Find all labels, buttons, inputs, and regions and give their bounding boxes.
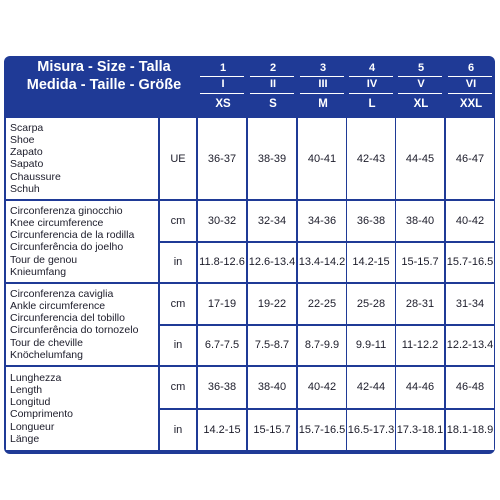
size-value-cell: 32-34 bbox=[248, 201, 296, 241]
size-value-cell: 38-39 bbox=[248, 118, 296, 199]
size-roman-3: III bbox=[318, 78, 328, 90]
unit-label: in bbox=[160, 243, 196, 283]
size-value-cell: 36-38 bbox=[347, 201, 395, 241]
label-line: Circonferenza ginocchio bbox=[10, 205, 123, 218]
size-value-cell: 11-12.2 bbox=[396, 326, 444, 366]
title-line-1: Misura - Size - Talla bbox=[37, 59, 171, 75]
unit-label: cm bbox=[160, 367, 196, 408]
size-number-2: 2 bbox=[269, 62, 277, 74]
label-line: Knieumfang bbox=[10, 265, 67, 278]
size-value-cell: 15.7-16.5 bbox=[298, 410, 346, 451]
size-value-cell: 7.5-8.7 bbox=[248, 326, 296, 366]
header-rule bbox=[448, 93, 492, 94]
header-rule bbox=[398, 93, 442, 94]
size-value-cell: 44-46 bbox=[396, 367, 444, 408]
label-line: Scarpa bbox=[10, 122, 44, 135]
size-value-cell: 46-48 bbox=[446, 367, 494, 408]
size-value-cell: 46-47 bbox=[446, 118, 494, 199]
label-line: Schuh bbox=[10, 182, 40, 195]
label-line: Lunghezza bbox=[10, 372, 62, 385]
size-value-cell: 12.2-13.4 bbox=[446, 326, 494, 366]
size-value-cell: 6.7-7.5 bbox=[198, 326, 246, 366]
label-line: Ankle circumference bbox=[10, 300, 106, 313]
size-value-cell: 11.8-12.6 bbox=[198, 243, 246, 283]
size-roman-5: V bbox=[417, 78, 425, 90]
unit-label: in bbox=[160, 410, 196, 451]
size-number-4: 4 bbox=[368, 62, 376, 74]
header-rule bbox=[448, 76, 492, 77]
label-line: Tour de cheville bbox=[10, 336, 83, 349]
header-rule bbox=[200, 93, 244, 94]
header-rule bbox=[250, 93, 294, 94]
size-value-cell: 12.6-13.4 bbox=[248, 243, 296, 283]
size-value-cell: 36-38 bbox=[198, 367, 246, 408]
header-rule bbox=[300, 93, 344, 94]
size-value-cell: 30-32 bbox=[198, 201, 246, 241]
size-roman-2: II bbox=[269, 78, 277, 90]
label-line: Circonferenza caviglia bbox=[10, 288, 114, 301]
size-number-5: 5 bbox=[417, 62, 425, 74]
size-value-cell: 15.7-16.5 bbox=[446, 243, 494, 283]
size-value-cell: 19-22 bbox=[248, 284, 296, 324]
size-value-cell: 42-43 bbox=[347, 118, 395, 199]
size-value-cell: 18.1-18.9 bbox=[446, 410, 494, 451]
label-line: Comprimento bbox=[10, 408, 74, 421]
label-line: Longitud bbox=[10, 396, 51, 409]
size-value-cell: 31-34 bbox=[446, 284, 494, 324]
size-roman-4: IV bbox=[366, 78, 378, 90]
header-rule bbox=[349, 93, 393, 94]
size-value-cell: 34-36 bbox=[298, 201, 346, 241]
size-chart-title bbox=[10, 58, 198, 94]
unit-label: cm bbox=[160, 201, 196, 241]
label-line: Knee circumference bbox=[10, 217, 104, 230]
size-number-1: 1 bbox=[219, 62, 227, 74]
section-label-cell bbox=[6, 367, 158, 450]
label-line: Length bbox=[10, 384, 43, 397]
label-line: Länge bbox=[10, 432, 40, 445]
size-value-cell: 15-15.7 bbox=[248, 410, 296, 451]
label-line: Longueur bbox=[10, 420, 55, 433]
size-value-cell: 14.2-15 bbox=[198, 410, 246, 451]
measurement-label bbox=[10, 372, 73, 445]
size-roman-1: I bbox=[221, 78, 225, 90]
label-line: Shoe bbox=[10, 134, 35, 147]
size-letter-5: XL bbox=[413, 98, 429, 110]
unit-label: UE bbox=[160, 118, 196, 199]
label-line: Zapato bbox=[10, 146, 43, 159]
size-letter-3: M bbox=[318, 98, 328, 110]
label-line: Chaussure bbox=[10, 170, 61, 183]
header-rule bbox=[398, 76, 442, 77]
measurement-label bbox=[10, 288, 138, 361]
unit-label: cm bbox=[160, 284, 196, 324]
measurement-label bbox=[10, 205, 134, 278]
size-value-cell: 40-41 bbox=[298, 118, 346, 199]
size-value-cell: 16.5-17.3 bbox=[347, 410, 395, 451]
size-value-cell: 42-44 bbox=[347, 367, 395, 408]
header-rule bbox=[250, 76, 294, 77]
unit-label: in bbox=[160, 326, 196, 366]
size-value-cell: 22-25 bbox=[298, 284, 346, 324]
size-value-cell: 9.9-11 bbox=[347, 326, 395, 366]
size-value-cell: 14.2-15 bbox=[347, 243, 395, 283]
section-label-cell bbox=[6, 118, 158, 199]
size-value-cell: 13.4-14.2 bbox=[298, 243, 346, 283]
size-number-3: 3 bbox=[319, 62, 327, 74]
size-value-cell: 17.3-18.1 bbox=[396, 410, 444, 451]
header-rule bbox=[349, 76, 393, 77]
size-value-cell: 17-19 bbox=[198, 284, 246, 324]
label-line: Circunferencia del tobillo bbox=[10, 312, 125, 325]
label-line: Tour de genou bbox=[10, 253, 78, 266]
size-letter-1: XS bbox=[215, 98, 231, 110]
size-value-cell: 44-45 bbox=[396, 118, 444, 199]
section-label-cell bbox=[6, 201, 158, 282]
size-chart bbox=[4, 56, 495, 454]
size-letter-2: S bbox=[269, 98, 277, 110]
size-value-cell: 38-40 bbox=[396, 201, 444, 241]
header-rule bbox=[300, 76, 344, 77]
size-value-cell: 38-40 bbox=[248, 367, 296, 408]
size-value-cell: 25-28 bbox=[347, 284, 395, 324]
label-line: Circunferência do tornozelo bbox=[10, 324, 139, 337]
size-number-6: 6 bbox=[467, 62, 475, 74]
measurement-label bbox=[10, 122, 61, 195]
size-value-cell: 28-31 bbox=[396, 284, 444, 324]
size-value-cell: 40-42 bbox=[446, 201, 494, 241]
label-line: Knöchelumfang bbox=[10, 348, 83, 361]
header-rule bbox=[200, 76, 244, 77]
label-line: Circunferencia de la rodilla bbox=[10, 229, 135, 242]
label-line: Sapato bbox=[10, 158, 44, 171]
size-letter-6: XXL bbox=[459, 98, 483, 110]
size-value-cell: 15-15.7 bbox=[396, 243, 444, 283]
size-value-cell: 36-37 bbox=[198, 118, 246, 199]
label-line: Circunferência do joelho bbox=[10, 241, 124, 254]
title-line-2: Medida - Taille - Größe bbox=[26, 77, 182, 93]
size-letter-4: L bbox=[368, 98, 376, 110]
size-value-cell: 40-42 bbox=[298, 367, 346, 408]
size-roman-6: VI bbox=[465, 78, 477, 90]
size-value-cell: 8.7-9.9 bbox=[298, 326, 346, 366]
section-label-cell bbox=[6, 284, 158, 365]
